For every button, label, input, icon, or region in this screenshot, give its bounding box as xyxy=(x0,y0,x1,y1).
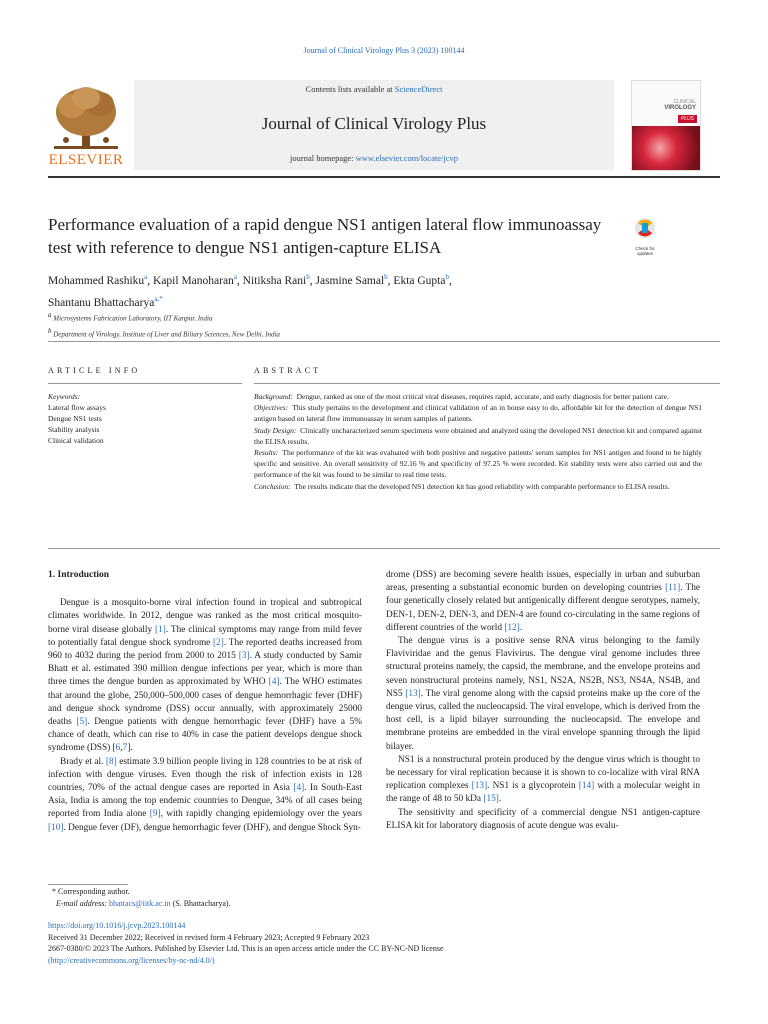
reference-link[interactable]: [4] xyxy=(268,677,280,688)
running-header[interactable]: Journal of Clinical Virology Plus 3 (2023) 100144 xyxy=(303,46,465,55)
reference-link[interactable]: [13] xyxy=(405,688,421,699)
paragraph-text: . xyxy=(519,622,523,633)
paragraph-text: . NS1 is a glycoprotein xyxy=(487,781,579,792)
paragraph-text: . The four genetically closely related but antigenically different dengue serotypes, namely, DEN-1, DEN-2, DEN-3, and DEN-4 are found co-circulating in the same regions of different countries of the world xyxy=(386,583,700,633)
abstract-heading: ABSTRACT xyxy=(254,366,322,375)
body-paragraph xyxy=(386,635,700,754)
reference-link[interactable]: [1] xyxy=(155,624,166,635)
abstract-results: Results: The performance of the kit was evaluated with both positive and negative patients' serum samples for NS1 antigen and found to be highly specific and sensitive. An overall sensitivity of 92.16 % and specificity of 97.25 % were recorded. Kit stability tests were also carried out and the performance of the kit was found to be similar to real time tests. xyxy=(254,448,702,480)
author[interactable]: Mohammed Rashiku$^a$, xyxy=(48,273,154,287)
homepage-line xyxy=(134,153,614,163)
author[interactable]: Kapil Manoharan$^a$, xyxy=(153,273,243,287)
reference-link[interactable]: [3] xyxy=(238,651,250,662)
paragraph-text: Brady et al. xyxy=(60,756,106,767)
reference-link[interactable]: [14] xyxy=(578,781,595,792)
doi-link[interactable]: https://doi.org/10.1016/j.jcvp.2023.100144 xyxy=(48,921,186,930)
author[interactable]: Ekta Gupta$^b$, xyxy=(393,273,452,287)
abstract-body xyxy=(254,391,702,492)
article-info-rule xyxy=(48,383,242,384)
paragraph-text: Dengue is a mosquito-borne viral infection found in tropical and subtropical climates worldwide. In 2012, dengue was ranked as the most critical mosquito-borne viral disease globally xyxy=(48,598,362,635)
reference-link[interactable]: [4] xyxy=(293,783,305,794)
body-paragraph xyxy=(386,569,700,635)
body-paragraph xyxy=(386,754,700,807)
cover-line2: VIROLOGY xyxy=(664,105,696,111)
paragraph-text: The sensitivity and specificity of a commercial dengue NS1 antigen-capture ELISA kit for laboratory diagnosis of acute dengue was evalu- xyxy=(386,807,700,831)
email-link[interactable]: bhattacs@iitk.ac.in xyxy=(109,898,171,908)
affiliation-a: $^a$ Microsystems Fabrication Laboratory, IIT Kanpur, India xyxy=(48,311,213,323)
body-paragraph xyxy=(386,807,700,833)
crossmark-line1: Check for xyxy=(635,246,655,251)
article-title: Performance evaluation of a rapid dengue NS1 antigen lateral flow immunoassay test with reference to dengue NS1 antigen-capture ELISA xyxy=(48,215,602,257)
reference-link[interactable]: [8] xyxy=(105,756,117,767)
abstract-objectives: Objectives: This study pertains to the development and clinical validation of an in house easy to do, affordable kit for the detection of dengue NS1 antigen based on lateral flow immunoassay in serum samples of patients. xyxy=(254,403,702,424)
affiliation-rule xyxy=(48,341,720,342)
corresponding-author-note: * Corresponding author. xyxy=(48,887,130,896)
paragraph-text: The dengue virus is a positive sense RNA virus belonging to the family Flaviviridae and the genus Flavivirus. The dengue viral genome includes three structural proteins namely, the capsid, the membrane, and the envelope proteins and seven nonstructural proteins namely, NS1, NS2A, NS2B, NS3, NS4A, NS4B, and NS5 xyxy=(386,636,700,699)
journal-homepage-link[interactable]: www.elsevier.com/locate/jcvp xyxy=(355,153,458,163)
masthead-rule xyxy=(48,176,720,178)
affiliations xyxy=(48,309,608,342)
body-column-left xyxy=(48,569,362,835)
abstract-bottom-rule xyxy=(48,548,720,549)
paragraph-text: . The WHO estimates that around the globe, 250,000–500,000 cases of dengue hemorrhagic fever (DHF) and dengue shock syndrome (DSS) occur annually, with approximately 25000 deaths xyxy=(48,677,362,728)
paragraph-text: ]. xyxy=(127,743,133,754)
page-footer xyxy=(48,920,720,966)
publisher-logo-text: ELSEVIER xyxy=(48,152,124,168)
cover-image xyxy=(632,126,701,170)
journal-cover[interactable] xyxy=(631,80,701,171)
paragraph-text: estimate 3.9 billion people living in 128 countries to be at risk of infection with dengue viruses. Even though the risk of infection exists in 128 countries, 70% of the actual dengue cases are reported in Asia xyxy=(48,756,362,794)
body-paragraph xyxy=(48,756,362,835)
paragraph-text: . Dengue patients with dengue hemorrhagic fever (DHF) have a 5% chance of death, which can rise to 40% in case the patient develops dengue shock syndrome (DSS) [ xyxy=(48,717,363,754)
keywords xyxy=(48,391,238,446)
paragraph-text: with a molecular weight in the range of 48 to 50 kDa xyxy=(386,781,700,805)
paragraph-text: . xyxy=(498,794,502,805)
paragraph-text: . A study conducted by Samir Bhatt et al. estimated 390 million dengue infections per year, which is more than three times the dengue burden as approximated by WHO xyxy=(48,651,362,688)
body-paragraph xyxy=(48,597,362,755)
check-for-updates-badge[interactable] xyxy=(626,217,664,255)
footnote-rule xyxy=(48,884,128,885)
reference-link[interactable]: [13] xyxy=(471,781,488,792)
crossmark-line2: updates xyxy=(636,251,653,256)
journal-name: Journal of Clinical Virology Plus xyxy=(261,114,487,133)
license-link[interactable]: (http://creativecommons.org/licenses/by-nc-nd/4.0/) xyxy=(48,955,215,965)
reference-link[interactable]: [5] xyxy=(76,717,88,728)
reference-link[interactable]: 7 xyxy=(122,743,128,754)
paragraph-text: . The viral genome along with the capsid proteins make up the core of the dengue virus, called the nucleocapsid. The viral envelope, which is derived from the host cell, is a lipid bilayer surrounding the nucleocapsid. The envelope and membrane proteins are embedded in the viral envelope spanning through the lipid bilayer. xyxy=(386,688,700,752)
reference-link[interactable]: [9] xyxy=(149,809,161,820)
received-dates: Received 31 December 2022; Received in revised form 4 February 2023; Accepted 9 February 2023 xyxy=(48,932,370,942)
paragraph-text: drome (DSS) are becoming severe health issues, especially in urban and suburban areas, presenting a substantial economic burden on developing countries xyxy=(386,570,700,594)
keyword: Lateral flow assays xyxy=(48,403,106,412)
homepage-prefix: journal homepage: xyxy=(290,153,356,163)
body-column-right xyxy=(386,569,700,833)
right-paragraphs xyxy=(386,569,700,833)
left-paragraphs xyxy=(48,597,362,835)
reference-link[interactable]: [11] xyxy=(665,583,681,594)
reference-link[interactable]: [2] xyxy=(213,637,224,648)
keyword: Dengue NS1 tests xyxy=(48,414,102,423)
reference-link[interactable]: [10] xyxy=(48,822,64,833)
reference-link[interactable]: 6 xyxy=(115,743,121,754)
paragraph-text: , xyxy=(120,743,123,754)
author-list xyxy=(48,268,608,312)
author[interactable]: Nitiksha Rani$^b$, xyxy=(242,273,316,287)
paragraph-text: . The reported deaths increased from 960 to 4032 during the period from 2000 to 2015 xyxy=(48,637,362,662)
abstract-conclusion: Conclusion: The results indicate that the developed NS1 detection kit has good reliability with comparable performance to ELISA results. xyxy=(254,481,670,491)
paragraph-text: . Dengue fever (DF), dengue hemorrhagic fever (DHF), and dengue Shock Syn- xyxy=(63,822,361,833)
license-statement: 2667-0380/© 2023 The Authors. Published by Elsevier Ltd. This is an open access article under the CC BY-NC-ND license xyxy=(48,944,444,953)
contents-line xyxy=(134,84,614,94)
paragraph-text: . The clinical symptoms may range from mild fever to potentially fatal dengue shock syndrome xyxy=(48,624,362,648)
keyword: Stability analysis xyxy=(48,425,100,434)
keyword: Clinical validation xyxy=(48,436,104,445)
section-heading-introduction: 1. Introduction xyxy=(48,570,110,580)
sciencedirect-link[interactable]: ScienceDirect xyxy=(394,84,443,94)
abstract-rule xyxy=(254,383,720,384)
reference-link[interactable]: [15] xyxy=(483,794,499,805)
keywords-label: Keywords: xyxy=(48,392,81,401)
abstract-study-design: Study Design: Clinically uncharacterized serum specimens were obtained and analyzed using the developed NS1 detection kit and compared against the ELISA results. xyxy=(254,425,702,446)
abstract-background: Background: Dengue, ranked as one of the most critical viral diseases, requires rapid, accurate, and early diagnosis for better patient care. xyxy=(254,392,669,401)
cover-plus-badge: PLUS xyxy=(678,115,697,123)
crossmark-icon xyxy=(626,217,664,241)
contents-prefix: Contents lists available at xyxy=(305,84,395,94)
paragraph-text: , with rapidly changing epidemiology over the years xyxy=(160,809,362,820)
elsevier-logo xyxy=(48,82,124,170)
paragraph-text: NS1 is a nonstructural protein produced by the dengue virus which is thought to be necessary for viral replication because it is shown to co-localize with viral RNA replication complexes xyxy=(386,754,700,792)
paragraph-text: . In South-East Asia, India is among the top endemic countries to Dengue, 34% of all cases being reported from India alone xyxy=(48,783,362,820)
cover-line1: CLINICAL xyxy=(673,99,696,105)
footnotes xyxy=(48,886,362,909)
article-info-heading: ARTICLE INFO xyxy=(48,366,141,375)
affiliation-b: $^b$ Department of Virology, Institute of Liver and Biliary Sciences, New Delhi, India xyxy=(48,327,280,339)
author[interactable]: Jasmine Samal$^b$, xyxy=(315,273,394,287)
email-note: E-mail address: bhattacs@iitk.ac.in (S. Bhattacharya). xyxy=(56,898,231,908)
reference-link[interactable]: [12] xyxy=(504,622,520,633)
author[interactable]: Shantanu Bhattacharya$^{a,*}$ xyxy=(48,294,163,309)
